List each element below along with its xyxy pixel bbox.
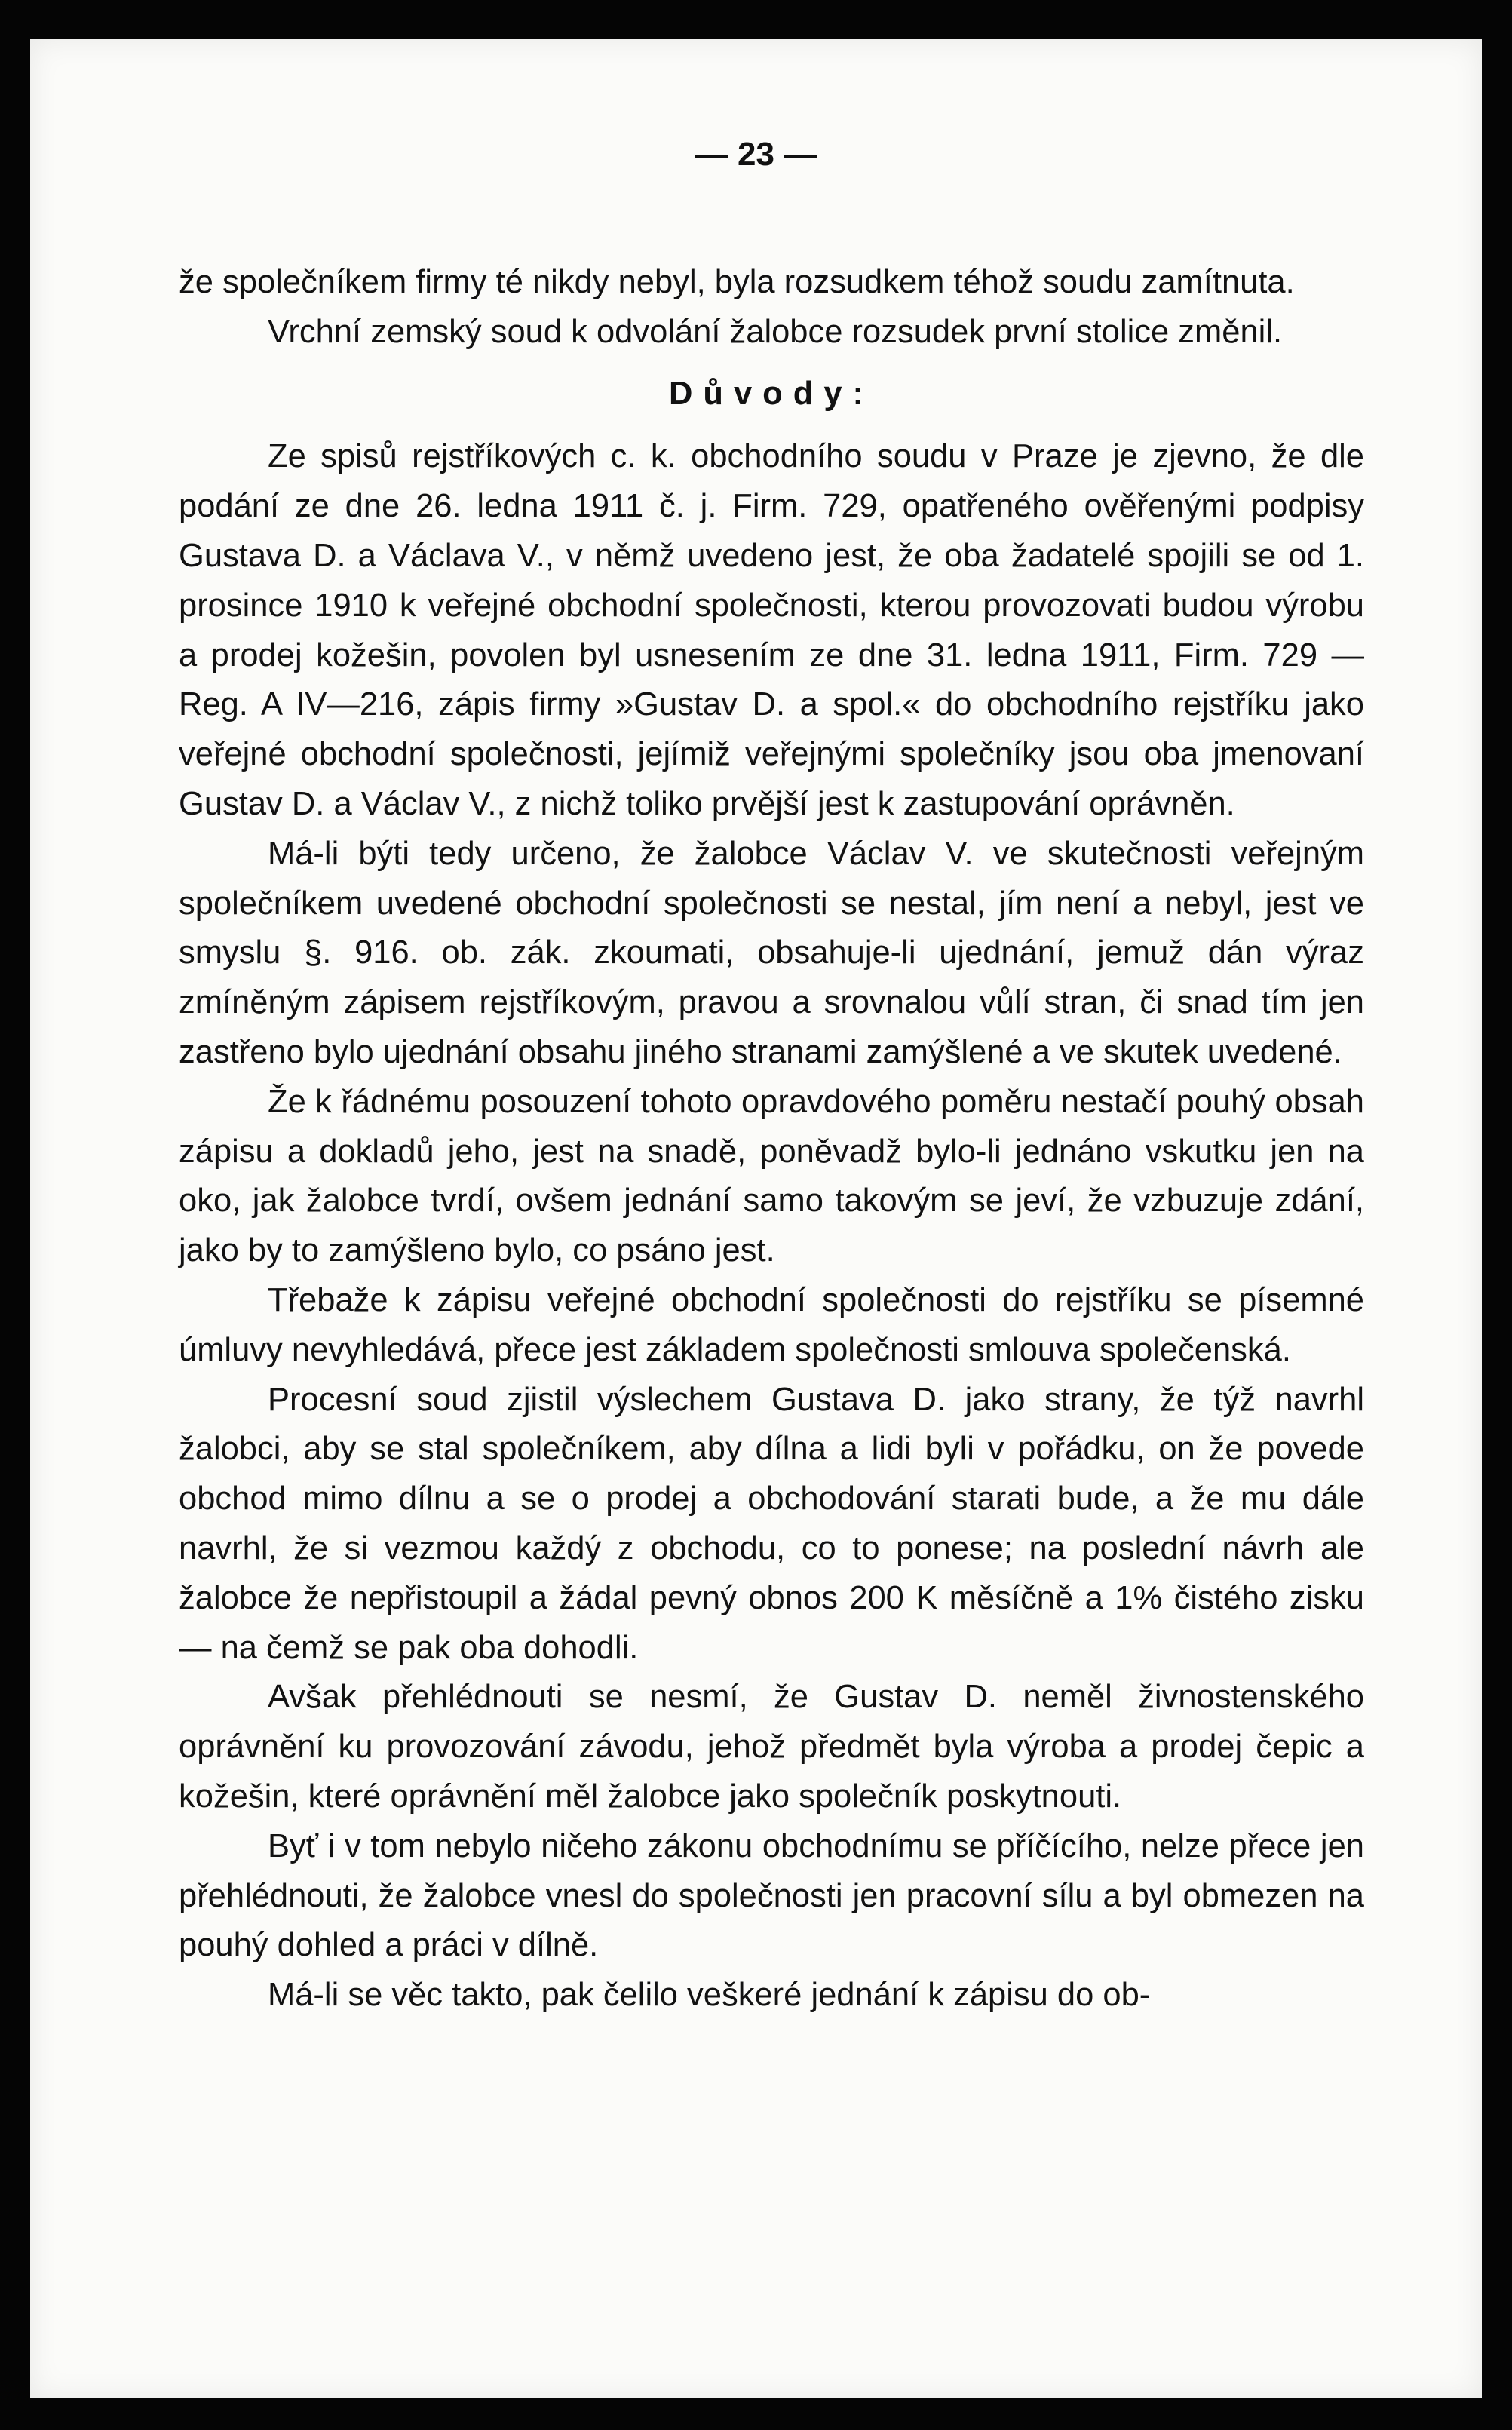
- paragraph: Vrchní zemský soud k odvolání žalobce rozsudek první stolice změnil.: [268, 313, 1283, 350]
- paragraph: Má-li býti tedy určeno, že žalobce Václav V. ve skutečnosti veřejným společníkem uvedené obchodní společnosti se nestal, jím není a nebyl, jest ve smyslu §. 916. ob. zák. zkoumati, obsahuje-li ujednání, jemuž dán výraz zmíněným zápisem rejstříkovým, pravou a srovnalou vůlí stran, či snad tím jen zastřeno bylo ujednání obsahu jiného stranami zamýšlené a ve skutek uvedené.: [179, 835, 1364, 1070]
- body-text: [179, 258, 1364, 2020]
- paragraph: Že k řádnému posouzení tohoto opravdového poměru nestačí pouhý obsah zápisu a dokladů jeho, jest na snadě, poněvadž bylo-li jednáno vskutku jen na oko, jak žalobce tvrdí, ovšem jednání samo takovým se jeví, že vzbuzuje zdání, jako by to zamýšleno bylo, co psáno jest.: [179, 1083, 1364, 1269]
- paragraph-truncated: Má-li se věc takto, pak čelilo veškeré jednání k zápisu do ob-: [268, 1977, 1151, 2014]
- page-number: — 23 —: [695, 136, 817, 173]
- document-page: [30, 39, 1482, 2398]
- paragraph: Ze spisů rejstříkových c. k. obchodního soudu v Praze je zjevno, že dle podání ze dne 26. ledna 1911 č. j. Firm. 729, opatřeného ověřenými podpisy Gustava D. a Václava V., v němž uvedeno jest, že oba žadatelé spojili se od 1. prosince 1910 k veřejné obchodní společnosti, kterou provozovati budou výrobu a prodej kožešin, povolen byl usnesením ze dne 31. ledna 1911, Firm. 729 — Reg. A IV—216, zápis firmy »Gustav D. a spol.« do obchodního rejstříku jako veřejné obchodní společnosti, jejímiž veřejnými společníky jsou oba jmenovaní Gustav D. a Václav V., z nichž toliko prvější jest k zastupování oprávněn.: [179, 438, 1364, 822]
- section-heading: Důvody:: [669, 375, 874, 412]
- paragraph: Procesní soud zjistil výslechem Gustava D. jako strany, že týž navrhl žalobci, aby se stal společníkem, aby dílna a lidi byli v pořádku, on že povede obchod mimo dílnu a se o prodej a obchodování starati bude, a že mu dále navrhl, že si vezmou každý z obchodu, co to ponese; na poslední návrh ale žalobce že nepřistoupil a žádal pevný obnos 200 K měsíčně a 1% čistého zisku — na čemž se pak oba dohodli.: [179, 1381, 1364, 1666]
- paragraph-continuation: že společníkem firmy té nikdy nebyl, byla rozsudkem téhož soudu zamítnuta.: [179, 264, 1295, 300]
- paragraph: Avšak přehlédnouti se nesmí, že Gustav D. neměl živnostenského oprávnění ku provozování závodu, jehož předmět byla výroba a prodej čepic a kožešin, které oprávnění měl žalobce jako společník poskytnouti.: [179, 1679, 1364, 1815]
- paragraph: Třebaže k zápisu veřejné obchodní společnosti do rejstříku se písemné úmluvy nevyhledává, přece jest základem společnosti smlouva společenská.: [179, 1281, 1364, 1368]
- paragraph: Byť i v tom nebylo ničeho zákonu obchodnímu se příčícího, nelze přece jen přehlédnouti, že žalobce vnesl do společnosti jen pracovní sílu a byl obmezen na pouhý dohled a práci v dílně.: [179, 1827, 1364, 1964]
